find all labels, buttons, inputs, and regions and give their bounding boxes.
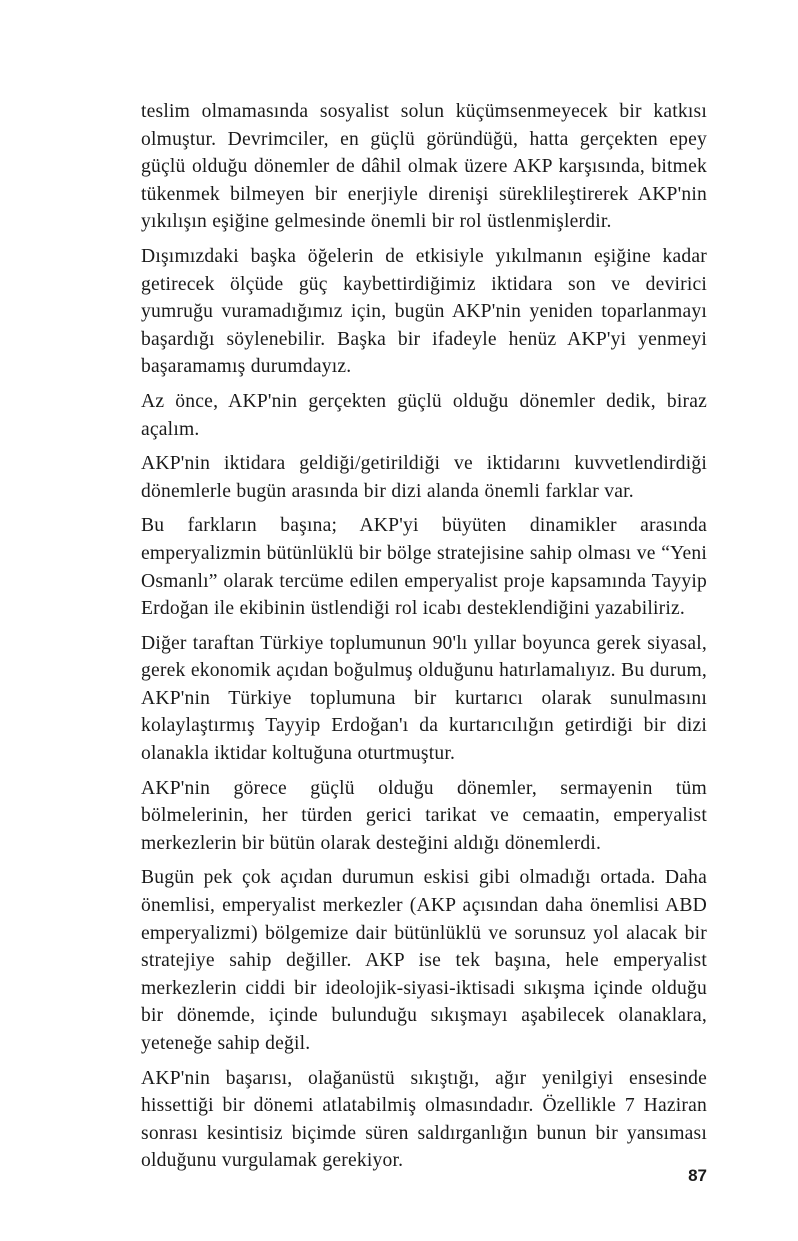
paragraph: Dışımızdaki başka öğelerin de etkisiyle yıkılmanın eşiğine kadar getirecek ölçüde güç kaybettirdiğimiz iktidara son ve devirici yumruğu vuramadığımız için, bugün AKP'nin yeniden toparlanmayı başardığı söylenebilir. Başka bir ifadeyle henüz AKP'yi yenmeyi başaramamış durumdayız. xyxy=(141,245,707,378)
page-number: 87 xyxy=(688,1166,707,1185)
paragraph: teslim olmamasında sosyalist solun küçümsenmeyecek bir katkısı olmuştur. Devrimciler, en güçlü göründüğü, hatta gerçekten epey güçlü olduğu dönemler de dâhil olmak üzere AKP karşısında, bitmek tükenmek bilmeyen bir enerjiyle direnişi süreklileştirerek AKP'nin yıkılışın eşiğine gelmesinde önemli bir rol üstlenmişlerdir. xyxy=(141,101,707,233)
paragraph: Bu farkların başına; AKP'yi büyüten dinamikler arasında emperyalizmin bütünlüklü bir bölge stratejisine sahip olması ve “Yeni Osmanlı” olarak tercüme edilen emperyalist proje kapsamında Tayyip Erdoğan ile ekibinin üstlendiği rol icabı desteklendiğini yazabiliriz. xyxy=(141,515,707,620)
paragraph: AKP'nin iktidara geldiği/getirildiği ve iktidarını kuvvetlendirdiği dönemlerle bugün arasında bir dizi alanda önemli farklar var. xyxy=(141,453,707,502)
paragraph: Bugün pek çok açıdan durumun eskisi gibi olmadığı ortada. Daha önemlisi, emperyalist merkezler (AKP açısından daha önemlisi ABD emperyalizmi) bölgemize dair bütünlüklü ve sorunsuz yol alacak bir stratejiye sahip değiller. AKP ise tek başına, hele emperyalist merkezlerin ciddi bir ideolojik-siyasi-iktisadi sıkışma içinde olduğu bir dönemde, içinde bulunduğu sıkışmayı aşabilecek olanaklara, yeteneğe sahip değil. xyxy=(141,867,707,1054)
paragraph: Az önce, AKP'nin gerçekten güçlü olduğu dönemler dedik, biraz açalım. xyxy=(141,390,707,440)
body-text-column xyxy=(141,98,707,1175)
paragraph: AKP'nin başarısı, olağanüstü sıkıştığı, ağır yenilgiyi ensesinde hissettiği bir dönemi atlatabilmiş olmasındadır. Özellikle 7 Haziran sonrası kesintisiz biçimde süren saldırganlığın bunun bir yansıması olduğunu vurgulamak gerekiyor. xyxy=(141,1067,707,1172)
paragraph: Diğer taraftan Türkiye toplumunun 90'lı yıllar boyunca gerek siyasal, gerek ekonomik açıdan boğulmuş olduğunu hatırlamalıyız. Bu durum, AKP'nin Türkiye toplumuna bir kurtarıcı olarak sunulmasını kolaylaştırmış Tayyip Erdoğan'ı da kurtarıcılığın getirdiği bir dizi olanakla iktidar koltuğuna oturtmuştur. xyxy=(141,632,707,765)
paragraph: AKP'nin görece güçlü olduğu dönemler, sermayenin tüm bölmelerinin, her türden gerici tarikat ve cemaatin, emperyalist merkezlerin bir bütün olarak desteğini aldığı dönemlerdi. xyxy=(141,777,707,854)
